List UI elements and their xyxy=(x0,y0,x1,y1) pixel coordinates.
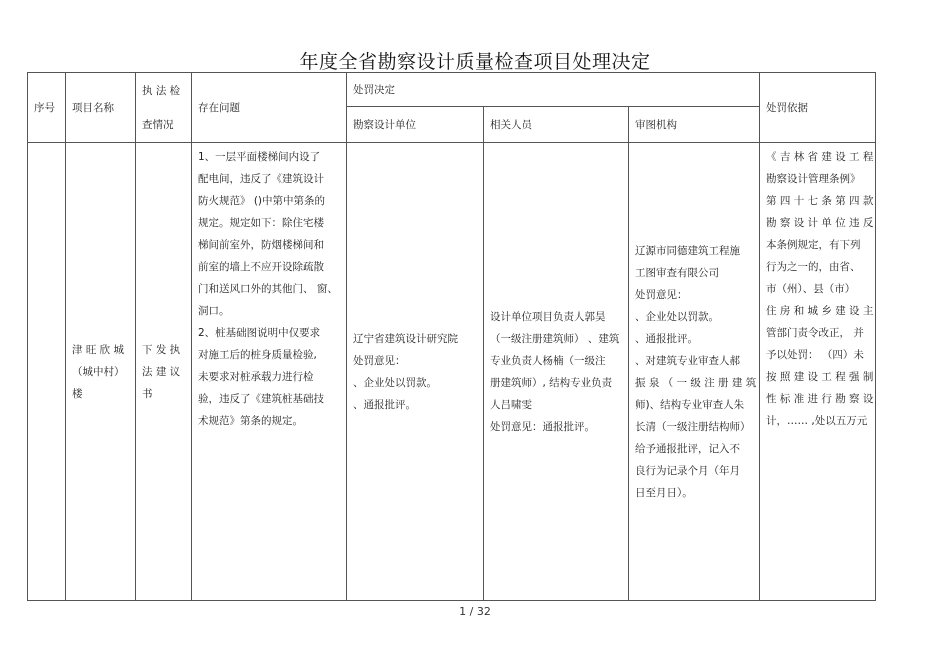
issue-line: 1、一层平面楼梯间内设了 xyxy=(198,151,321,163)
table-row xyxy=(28,143,876,601)
issue-line: 洞口。 xyxy=(198,305,230,317)
persons-line: 处罚意见：通报批评。 xyxy=(490,420,595,433)
cell-survey-unit xyxy=(347,143,484,601)
review-line: 工图审查有限公司 xyxy=(635,266,719,279)
persons-line: 人吕啸雯 xyxy=(490,398,532,411)
basis-line: 行为之一的，由省、 xyxy=(766,261,861,273)
issue-line: 门和送风口外的其他门、 窗、 xyxy=(198,283,338,295)
project-line: （城中村） xyxy=(72,365,125,378)
project-line: 楼 xyxy=(72,387,83,400)
enforcement-line: 下 发 执 xyxy=(142,343,181,356)
issue-line: 配电间，违反了《建筑设计 xyxy=(198,173,324,185)
cell-enforcement xyxy=(136,143,192,601)
cell-basis xyxy=(760,143,876,601)
issue-line: 术规范》第条的规定。 xyxy=(198,415,303,427)
basis-line: 《 吉 林 省 建 设 工 程 xyxy=(766,151,874,163)
review-line: 处罚意见： xyxy=(635,288,688,301)
header-survey-unit: 勘察设计单位 xyxy=(347,107,484,143)
basis-line: 管部门责令改正， 并 xyxy=(766,327,864,339)
issue-line: 防火规范》 ()中第中第条的 xyxy=(198,195,326,207)
review-line: 师)、结构专业审查人朱 xyxy=(635,398,745,411)
header-review-agency: 审图机构 xyxy=(629,107,760,143)
persons-line: （一级注册建筑师） 、建筑 xyxy=(490,332,620,345)
basis-line: 勘 察 设 计 单 位 违 反 xyxy=(766,217,874,229)
header-enforcement-line: 查情况 xyxy=(142,118,174,131)
review-line: 振 泉 （ 一 级 注 册 建 筑 xyxy=(635,376,757,389)
basis-line: 按 照 建 设 工 程 强 制 xyxy=(766,371,874,383)
basis-line: 性 标 准 进 行 勘 察 设 xyxy=(766,393,874,405)
enforcement-line: 书 xyxy=(142,387,153,400)
header-project: 项目名称 xyxy=(66,73,136,143)
basis-line: 计，…… ,处以五万元 xyxy=(766,415,868,427)
review-line: 、通报批评。 xyxy=(635,332,698,345)
header-enforcement xyxy=(136,73,192,143)
issue-line: 前室的墙上不应开设除疏散 xyxy=(198,261,324,273)
review-line: 给予通报批评，记入不 xyxy=(635,442,740,455)
survey-unit-line: 辽宁省建筑设计研究院 xyxy=(353,332,458,345)
cell-persons xyxy=(484,143,629,601)
issue-line: 未要求对桩承载力进行检 xyxy=(198,371,314,383)
header-enforcement-line: 执 法 检 xyxy=(142,84,181,97)
basis-line: 本条例规定，有下列 xyxy=(766,239,861,251)
survey-unit-line: 、通报批评。 xyxy=(353,398,416,411)
issue-line: 梯间前室外，防烟楼梯间和 xyxy=(198,239,324,251)
header-row-1 xyxy=(28,73,876,107)
review-line: 日至月日）。 xyxy=(635,486,693,499)
header-seq: 序号 xyxy=(28,73,66,143)
basis-line: 勘察设计管理条例》 xyxy=(766,173,861,185)
project-line: 津 旺 欣 城 xyxy=(72,343,125,356)
review-line: 辽源市同德建筑工程施 xyxy=(635,244,740,257)
persons-line: 设计单位项目负责人郭昊 xyxy=(490,310,606,323)
cell-review-agency xyxy=(629,143,760,601)
enforcement-line: 法 建 议 xyxy=(142,365,181,378)
survey-unit-line: 处罚意见： xyxy=(353,354,406,367)
header-basis: 处罚依据 xyxy=(760,73,876,143)
survey-unit-line: 、企业处以罚款。 xyxy=(353,376,437,389)
issue-line: 规定。规定如下：除住宅楼 xyxy=(198,217,324,229)
header-issues: 存在问题 xyxy=(192,73,347,143)
issue-line: 验，违反了《建筑桩基础技 xyxy=(198,393,324,405)
issue-line: 2、桩基础图说明中仅要求 xyxy=(198,327,321,339)
cell-project xyxy=(66,143,136,601)
persons-line: 册建筑师）, 结构专业负责 xyxy=(490,376,613,389)
header-persons: 相关人员 xyxy=(484,107,629,143)
decision-table xyxy=(27,72,876,601)
page-number: 1 / 32 xyxy=(459,605,491,618)
review-line: 长清（一级注册结构师） xyxy=(635,420,751,433)
review-line: 、企业处以罚款。 xyxy=(635,310,719,323)
page-title: 年度全省勘察设计质量检查项目处理决定 xyxy=(299,51,651,73)
basis-line: 住 房 和 城 乡 建 设 主 xyxy=(766,305,874,317)
basis-line: 第 四 十 七 条 第 四 款 xyxy=(766,195,874,207)
review-line: 、对建筑专业审查人郝 xyxy=(635,354,740,367)
cell-seq xyxy=(28,143,66,601)
review-line: 良行为记录个月（年月 xyxy=(635,464,740,477)
basis-line: 予以处罚： （四）未 xyxy=(766,349,864,361)
cell-issues xyxy=(192,143,347,601)
persons-line: 专业负责人杨楠（一级注 xyxy=(490,354,606,367)
header-decision: 处罚决定 xyxy=(347,73,760,107)
basis-line: 市（州）、县（市） xyxy=(766,283,856,295)
issue-line: 对施工后的桩身质量检验, xyxy=(198,349,317,361)
